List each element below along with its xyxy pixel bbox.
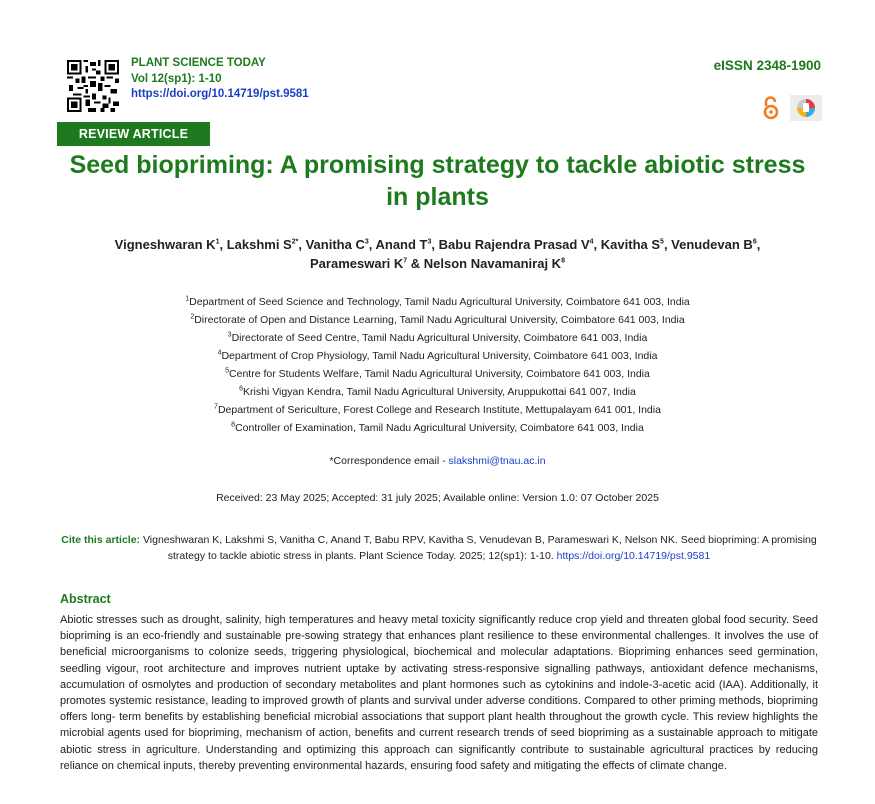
journal-volume: Vol 12(sp1): 1-10 xyxy=(131,72,222,85)
affiliation-sup: 4 xyxy=(217,349,222,357)
author-sup: 4 xyxy=(589,238,594,246)
author-name: Parameswari K xyxy=(310,256,404,271)
citation-label: Cite this article: xyxy=(61,534,141,546)
abstract-body: Abiotic stresses such as drought, salinity, high temperatures and heavy metal toxicity significantly reduce crop yield and threaten global food security. Seed biopriming is an eco-friendly and sustainable pre-sowing strategy that enhances plant resilience to these environmental challenges. It involves the use of beneficial microorganisms to colonize seeds, triggering physiological, biochemical and molecular adaptations. Biopriming enhances seed germination, seedling vigour, root architecture and improves nutrient uptake by activating stress-responsive signalling pathways, antioxidant defence mechanisms, accumulation of osmolytes and production of secondary metabolites and plant hormones such as cytokinins and indole-3-acetic acid (IAA). Additionally, it promotes systemic resistance, leading to improved growth of plants and survival under adverse conditions. Compared to other priming methods, biopriming offers long- term benefits by establishing beneficial microbial associations that support plant health throughout the growth cycle. This review highlights the microbial agents used for biopriming, mechanism of action, benefits and current research trends of seed biopriming as a sustainable approach to mitigate abiotic stress in agriculture. Understanding and optimizing this approach can significantly contribute to sustainable agricultural practices by reducing reliance on chemical inputs, thereby preventing environmental hazards, ensuring food safety and mitigating the effects of climate change. xyxy=(60,614,818,772)
affiliation-item xyxy=(40,365,835,383)
affiliation-sup: 3 xyxy=(227,331,232,339)
affiliation-item xyxy=(40,401,835,419)
author-sup: 7 xyxy=(403,257,408,265)
author-name: Babu Rajendra Prasad V xyxy=(438,237,590,252)
citation-doi-link[interactable]: https://doi.org/10.14719/pst.9581 xyxy=(556,550,711,562)
author-name: Vigneshwaran K xyxy=(114,237,216,252)
author-sup: 5 xyxy=(660,238,664,246)
journal-info xyxy=(131,56,309,103)
affiliation-list xyxy=(40,293,835,437)
author-name: Nelson Navamaniraj K xyxy=(423,256,562,271)
author-sup: 3 xyxy=(364,238,369,246)
affiliation-text: Department of Seed Science and Technology, Tamil Nadu Agricultural University, Coimbatore 641 003, India xyxy=(189,296,690,308)
author-sup: 2* xyxy=(291,238,299,246)
affiliation-text: Centre for Students Welfare, Tamil Nadu Agricultural University, Coimbatore 641 003, India xyxy=(229,368,650,380)
affiliation-text: Krishi Vigyan Kendra, Tamil Nadu Agricultural University, Aruppukottai 641 007, India xyxy=(243,386,636,398)
author-sup: 6 xyxy=(752,238,757,246)
author-name: Anand T xyxy=(375,237,428,252)
author-name: Lakshmi S xyxy=(226,237,292,252)
affiliation-sup: 8 xyxy=(231,421,236,429)
affiliation-sup: 1 xyxy=(185,295,190,303)
affiliation-sup: 7 xyxy=(214,403,218,411)
abstract-heading: Abstract xyxy=(60,592,111,606)
author-name: Venudevan B xyxy=(671,237,753,252)
open-access-icon[interactable] xyxy=(760,96,782,120)
citation-block xyxy=(60,532,818,564)
affiliation-item xyxy=(40,293,835,311)
affiliation-sup: 2 xyxy=(190,313,195,321)
correspondence-email[interactable]: slakshmi@tnau.ac.in xyxy=(448,455,546,467)
affiliation-item xyxy=(40,329,835,347)
doi-link[interactable]: https://doi.org/10.14719/pst.9581 xyxy=(131,88,309,100)
affiliation-item xyxy=(40,419,835,437)
citation-text: Vigneshwaran K, Lakshmi S, Vanitha C, Anand T, Babu RPV, Kavitha S, Venudevan B, Parameswari K, Nelson NK. Seed biopriming: A promising strategy to tackle abiotic stress in plants. Plant Science Today. 2025; 12(sp1): 1-10. xyxy=(140,534,817,562)
journal-name: PLANT SCIENCE TODAY xyxy=(131,57,266,69)
affiliation-text: Directorate of Open and Distance Learning, Tamil Nadu Agricultural University, Coimbatore 641 003, India xyxy=(194,314,685,326)
affiliation-text: Controller of Examination, Tamil Nadu Agricultural University, Coimbatore 641 003, India xyxy=(235,422,644,434)
author-list: Vigneshwaran $K^1$, Lakshmi $S^{2*}$, Vanitha $C^3$, Anand $T^3$, Babu Rajendra Prasad $V^4$, Kavitha $S^5$, Venudevan $B^6$, Parameswari $K^7$ & Nelson Navamaniraj $K^8$ xyxy=(114,237,761,271)
affiliation-text: Department of Crop Physiology, Tamil Nadu Agricultural University, Coimbatore 641 003, India xyxy=(221,350,658,362)
author-name: Kavitha S xyxy=(600,237,661,252)
title-line-2: in plants xyxy=(386,183,489,211)
correspondence-label: *Correspondence email - xyxy=(329,455,449,467)
author-sup: 1 xyxy=(215,238,220,246)
affiliation-item xyxy=(40,383,835,401)
affiliation-item xyxy=(40,347,835,365)
author-sup: 3 xyxy=(427,238,432,246)
correspondence xyxy=(40,455,835,467)
crossmark-icon[interactable] xyxy=(790,95,822,121)
title-line-1: Seed biopriming: A promising strategy to tackle abiotic stress xyxy=(69,151,806,179)
affiliation-sup: 6 xyxy=(239,385,244,393)
author-name: Vanitha C xyxy=(305,237,365,252)
author-sup: 8 xyxy=(561,257,565,265)
article-title xyxy=(40,149,835,213)
eissn: eISSN 2348-1900 xyxy=(713,58,821,73)
affiliation-text: Directorate of Seed Centre, Tamil Nadu Agricultural University, Coimbatore 641 003, India xyxy=(231,332,648,344)
article-dates: Received: 23 May 2025; Accepted: 31 july 2025; Available online: Version 1.0: 07 October 2025 xyxy=(216,492,659,504)
affiliation-text: Department of Sericulture, Forest College and Research Institute, Mettupalayam 641 001, India xyxy=(217,404,661,416)
affiliation-sup: 5 xyxy=(225,367,230,375)
affiliation-item xyxy=(40,311,835,329)
qr-code-icon xyxy=(67,60,119,112)
article-type-badge: REVIEW ARTICLE xyxy=(57,122,210,146)
